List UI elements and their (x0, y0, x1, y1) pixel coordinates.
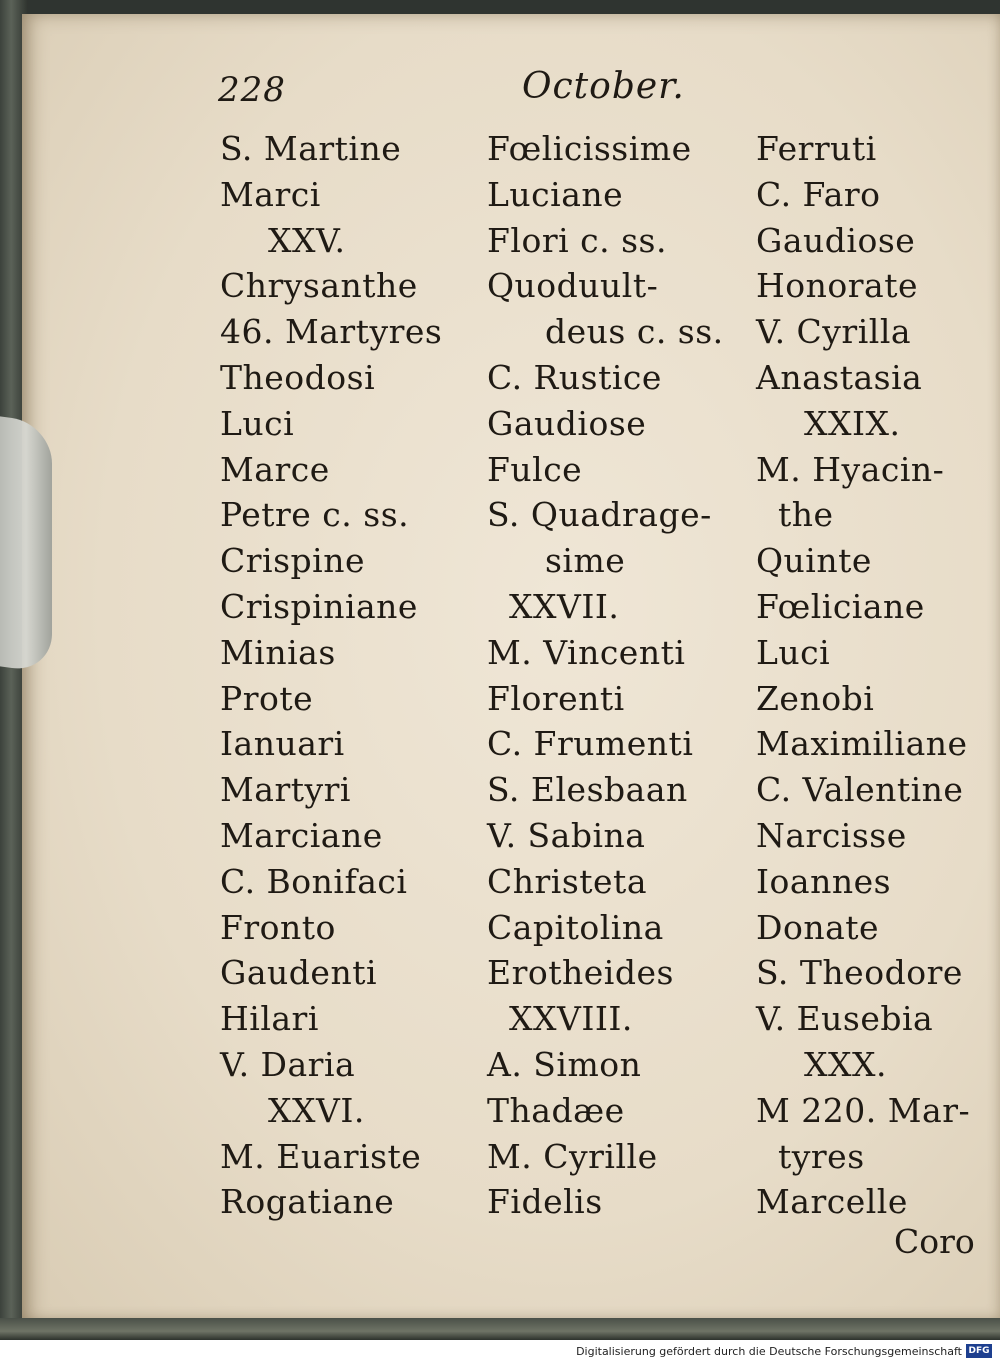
list-item: Anastasia (756, 357, 923, 397)
running-head: October. (522, 66, 685, 107)
list-item: M. Cyrille (487, 1136, 658, 1176)
bookmark-ribbon (0, 416, 52, 673)
name-column-1 (220, 126, 442, 1225)
list-item: Minias (220, 632, 336, 672)
list-item: Quinte (756, 541, 872, 581)
list-item: Erotheides (487, 953, 674, 993)
list-item: tyres (778, 1136, 865, 1176)
list-item: Hilari (220, 999, 319, 1039)
list-item: Narcisse (756, 815, 907, 855)
list-item: S. Elesbaan (487, 770, 688, 810)
name-column-3 (756, 126, 970, 1225)
day-heading: XXVII. (509, 586, 620, 626)
list-item: Fœliciane (756, 586, 925, 626)
list-item: V. Cyrilla (756, 312, 912, 352)
list-item: A. Simon (487, 1044, 642, 1084)
list-item: Ianuari (220, 724, 345, 764)
list-item: Fulce (487, 449, 583, 489)
list-item: Prote (220, 678, 314, 718)
list-item: C. Frumenti (487, 724, 694, 764)
list-item: Crispine (220, 541, 365, 581)
book-bottom-edge (0, 1318, 1000, 1340)
list-item: the (778, 495, 834, 535)
funding-credit: Digitalisierung gefördert durch die Deutsche Forschungsgemeinschaft (576, 1345, 962, 1358)
list-item: Flori c. ss. (487, 220, 667, 260)
list-item: Fœlicissime (487, 129, 692, 168)
list-item: C. Rustice (487, 357, 662, 397)
list-item: Fidelis (487, 1182, 603, 1222)
list-item: Luciane (487, 174, 624, 214)
day-heading: XXV. (268, 220, 346, 260)
catchword: Coro (894, 1222, 975, 1261)
list-item: V. Eusebia (756, 999, 934, 1039)
list-item: M 220. Mar- (756, 1090, 971, 1130)
list-item: V. Daria (220, 1044, 356, 1084)
list-item: Rogatiane (220, 1182, 395, 1222)
list-item: M. Vincenti (487, 632, 686, 672)
day-heading: XXVIII. (509, 999, 633, 1039)
day-heading: XXVI. (268, 1090, 365, 1130)
page-number: 228 (218, 70, 286, 110)
list-item: S. Theodore (756, 953, 963, 993)
list-item: deus c. ss. (545, 312, 724, 352)
list-item: M. Hyacin- (756, 449, 945, 489)
list-item: Marcelle (756, 1182, 908, 1222)
name-column-2 (487, 126, 724, 1225)
day-heading: XXX. (804, 1044, 887, 1084)
list-item: Thadæe (487, 1090, 625, 1130)
list-item: Marci (220, 174, 321, 214)
list-item: Ioannes (756, 861, 892, 901)
list-item: Capitolina (487, 907, 664, 947)
list-item: M. Euariste (220, 1136, 422, 1176)
dfg-logo[interactable]: DFG (966, 1344, 992, 1358)
list-item: Gaudiose (487, 403, 647, 443)
list-item: Luci (756, 632, 831, 672)
list-item: Luci (220, 403, 295, 443)
list-item: Martyri (220, 770, 351, 810)
list-item: 46. Martyres (220, 312, 443, 352)
day-heading: XXIX. (804, 403, 901, 443)
list-item: Ferruti (756, 129, 877, 168)
list-item: C. Faro (756, 174, 881, 214)
list-item: Gaudenti (220, 953, 378, 993)
list-item: S. Martine (220, 129, 402, 168)
list-item: Florenti (487, 678, 625, 718)
list-item: Quoduult- (487, 266, 659, 306)
list-item: Marciane (220, 815, 383, 855)
list-item: C. Valentine (756, 770, 964, 810)
list-item: Christeta (487, 861, 647, 901)
list-item: Maximiliane (756, 724, 968, 764)
list-item: Theodosi (220, 357, 376, 397)
list-item: Gaudiose (756, 220, 916, 260)
list-item: S. Quadrage- (487, 495, 712, 535)
list-item: V. Sabina (487, 815, 646, 855)
list-item: sime (545, 541, 626, 581)
list-item: Honorate (756, 266, 919, 306)
list-item: Donate (756, 907, 880, 947)
list-item: C. Bonifaci (220, 861, 408, 901)
list-item: Marce (220, 449, 330, 489)
list-item: Petre c. ss. (220, 495, 410, 535)
list-item: Crispiniane (220, 586, 418, 626)
list-item: Fronto (220, 907, 336, 947)
list-item: Zenobi (756, 678, 875, 718)
list-item: Chrysanthe (220, 266, 418, 306)
